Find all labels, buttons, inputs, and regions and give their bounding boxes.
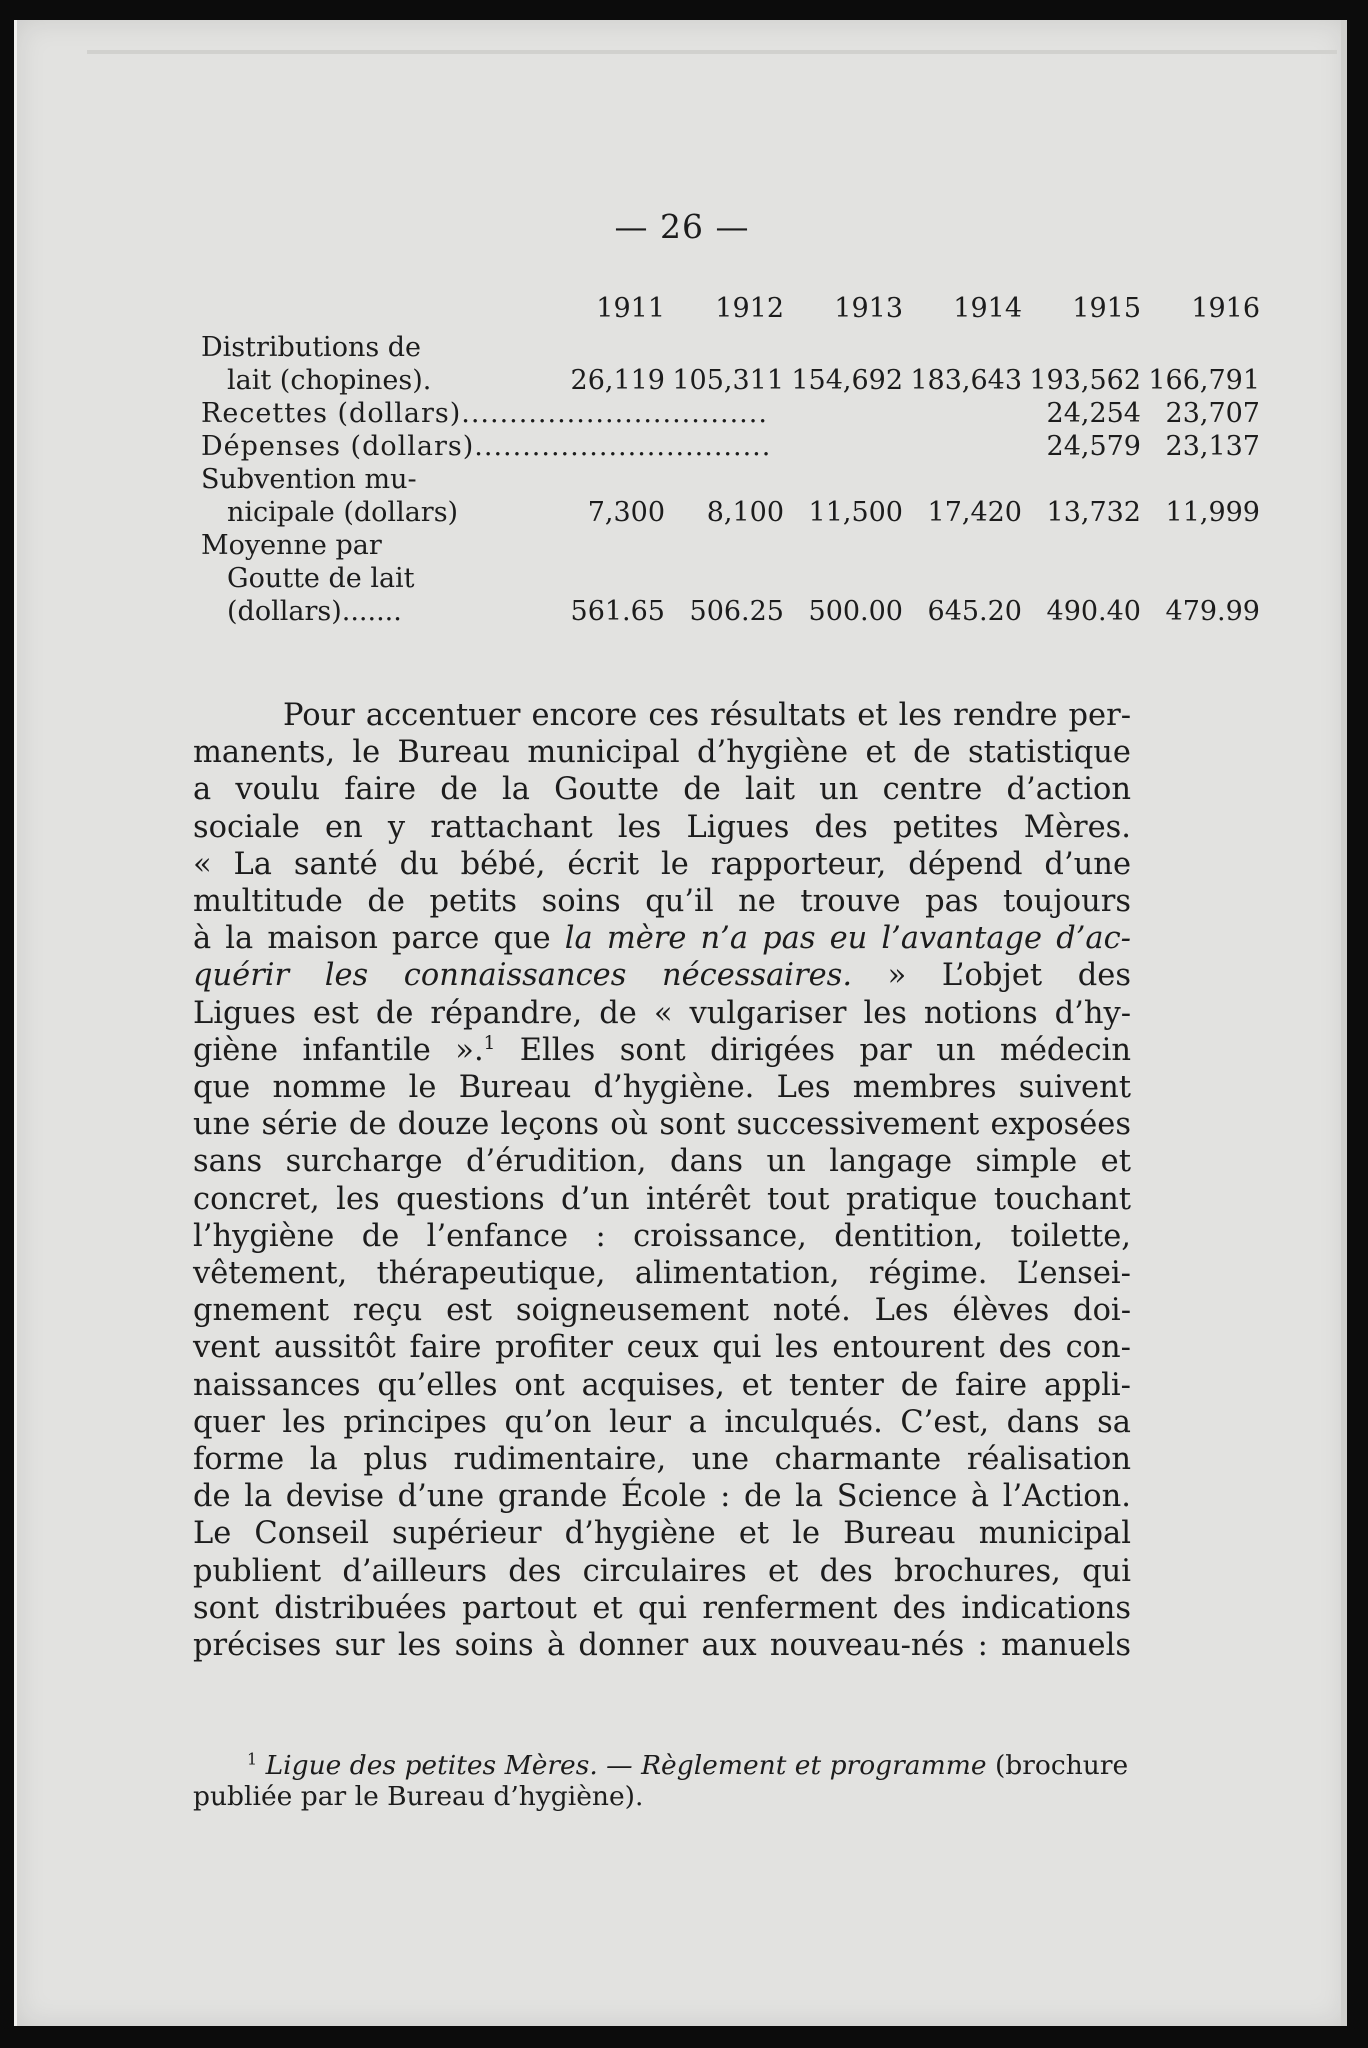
table-cell: 561.65	[570, 596, 665, 627]
row-label	[201, 430, 1022, 463]
page-edge-top	[87, 50, 1337, 54]
table-row	[201, 430, 1260, 463]
text-line: forme la plus rudimentaire, une charmante réalisation	[193, 1442, 1131, 1478]
row-label	[201, 331, 541, 397]
table-header-row	[201, 292, 1260, 331]
table-cell: 11,999	[1165, 497, 1260, 528]
text-line: que nomme le Bureau d’hygiène. Les membres suivent	[193, 1070, 1131, 1106]
footnote-marker: 1	[247, 1749, 258, 1769]
table-cell: 17,420	[927, 497, 1022, 528]
table-cell: 193,562	[1029, 365, 1141, 396]
text-line: vêtement, thérapeutique, alimentation, régime. L’ensei-	[193, 1256, 1131, 1292]
table-cell: 183,643	[910, 365, 1022, 396]
table-cell: 506.25	[689, 596, 784, 627]
table-cell: 166,791	[1148, 365, 1260, 396]
table-cell: 11,500	[808, 497, 903, 528]
table-header-blank	[201, 292, 541, 331]
row-label	[201, 529, 541, 628]
text-line: vent aussitôt faire profiter ceux qui les entourent des con-	[193, 1330, 1131, 1366]
text-line: sans surcharge d’érudition, dans un langage simple et	[193, 1144, 1131, 1180]
text-line: a voulu faire de la Goutte de lait un centre d’action	[193, 772, 1131, 808]
footnote-title: Ligue des petites Mères. — Règlement et programme	[265, 1750, 987, 1781]
table-cell: 23,137	[1165, 431, 1260, 462]
year-header: 1915	[1072, 293, 1141, 324]
footnote	[193, 1750, 1131, 1812]
row-label-line: (dollars).......	[227, 596, 402, 627]
statistics-table	[201, 292, 1260, 628]
table-row	[201, 463, 1260, 529]
table-cell: 23,707	[1165, 398, 1260, 429]
year-header: 1916	[1191, 293, 1260, 324]
table-cell: 105,311	[672, 365, 784, 396]
year-header: 1914	[953, 293, 1022, 324]
body-paragraph	[193, 697, 1131, 1664]
text-line: « La santé du bébé, écrit le rapporteur, dépend d’une	[193, 846, 1131, 882]
table-cell: 645.20	[927, 596, 1022, 627]
text-line: l’hygiène de l’enfance : croissance, dentition, toilette,	[193, 1218, 1131, 1254]
row-label-line: nicipale (dollars)	[227, 497, 459, 528]
footnote-line: publiée par le Bureau d’hygiène).	[193, 1781, 644, 1812]
text-line: Le Conseil supérieur d’hygiène et le Bureau municipal	[193, 1516, 1131, 1552]
text-line: sociale en y rattachant les Ligues des petites Mères.	[193, 809, 1131, 845]
row-label-line: Distributions de	[201, 332, 422, 363]
row-label-line: Dépenses (dollars)...............................	[201, 431, 772, 462]
text-line: giène infantile ».$^1$ Elles sont dirigées par un médecin	[193, 1032, 1131, 1068]
text-line: quer les principes qu’on leur a inculqués. C’est, dans sa	[193, 1404, 1131, 1440]
table-cell: 7,300	[587, 497, 665, 528]
text-line: gnement reçu est soigneusement noté. Les élèves doi-	[193, 1293, 1131, 1329]
text-line: concret, les questions d’un intérêt tout pratique touchant	[193, 1181, 1131, 1217]
table-cell: 24,254	[1046, 398, 1141, 429]
text-line: quérir les connaissances nécessaires. » L’objet des	[193, 958, 1131, 994]
table-row	[201, 331, 1260, 397]
year-header: 1911	[596, 293, 665, 324]
row-label-line: lait (chopines).	[227, 365, 432, 396]
page-edge-right	[1341, 20, 1347, 2026]
table-cell: 479.99	[1165, 596, 1260, 627]
footnote-ref: 1	[483, 1032, 496, 1054]
table-cell: 154,692	[791, 365, 903, 396]
text-line: une série de douze leçons où sont successivement exposées	[193, 1107, 1131, 1143]
table-row	[201, 529, 1260, 628]
text-line: à la maison parce que la mère n’a pas eu l’avantage d’ac-	[193, 921, 1131, 957]
page-number: — 26 —	[614, 207, 750, 246]
text-line: Ligues est de répandre, de « vulgariser les notions d’hy-	[193, 995, 1131, 1031]
table-cell: 8,100	[706, 497, 784, 528]
table-cell: 26,119	[570, 365, 665, 396]
table-cell: 13,732	[1046, 497, 1141, 528]
footnote-line: $^1$ Ligue des petites Mères. — Règlement et programme (brochure	[247, 1749, 1129, 1781]
text-line: Pour accentuer encore ces résultats et les rendre per-	[283, 698, 1131, 733]
text-line: de la devise d’une grande École : de la Science à l’Action.	[193, 1479, 1131, 1515]
text-line: publient d’ailleurs des circulaires et des brochures, qui	[193, 1553, 1131, 1589]
table-cell: 500.00	[808, 596, 903, 627]
table-cell: 24,579	[1046, 431, 1141, 462]
row-label-line: Subvention mu-	[201, 464, 417, 495]
text-line: manents, le Bureau municipal d’hygiène et de statistique	[193, 735, 1131, 771]
text-line: précises sur les soins à donner aux nouveau-nés : manuels	[193, 1628, 1131, 1664]
italic-quote: la mère n’a pas eu l’avantage d’ac-	[564, 921, 1131, 957]
row-label	[201, 463, 541, 529]
book-page	[14, 20, 1347, 2026]
year-header: 1912	[715, 293, 784, 324]
text-line: multitude de petits soins qu’il ne trouve pas toujours	[193, 884, 1131, 920]
text-line: sont distribuées partout et qui renferment des indications	[193, 1590, 1131, 1626]
year-header: 1913	[834, 293, 903, 324]
row-label	[201, 397, 1022, 430]
table-cell: 490.40	[1046, 596, 1141, 627]
row-label-line: Goutte de lait	[227, 563, 415, 594]
table-row	[201, 397, 1260, 430]
text-line: naissances qu’elles ont acquises, et tenter de faire appli-	[193, 1367, 1131, 1403]
row-label-line: Recettes (dollars)................................	[201, 398, 768, 429]
italic-quote: quérir les connaissances nécessaires.	[193, 958, 853, 994]
row-label-line: Moyenne par	[201, 530, 382, 561]
